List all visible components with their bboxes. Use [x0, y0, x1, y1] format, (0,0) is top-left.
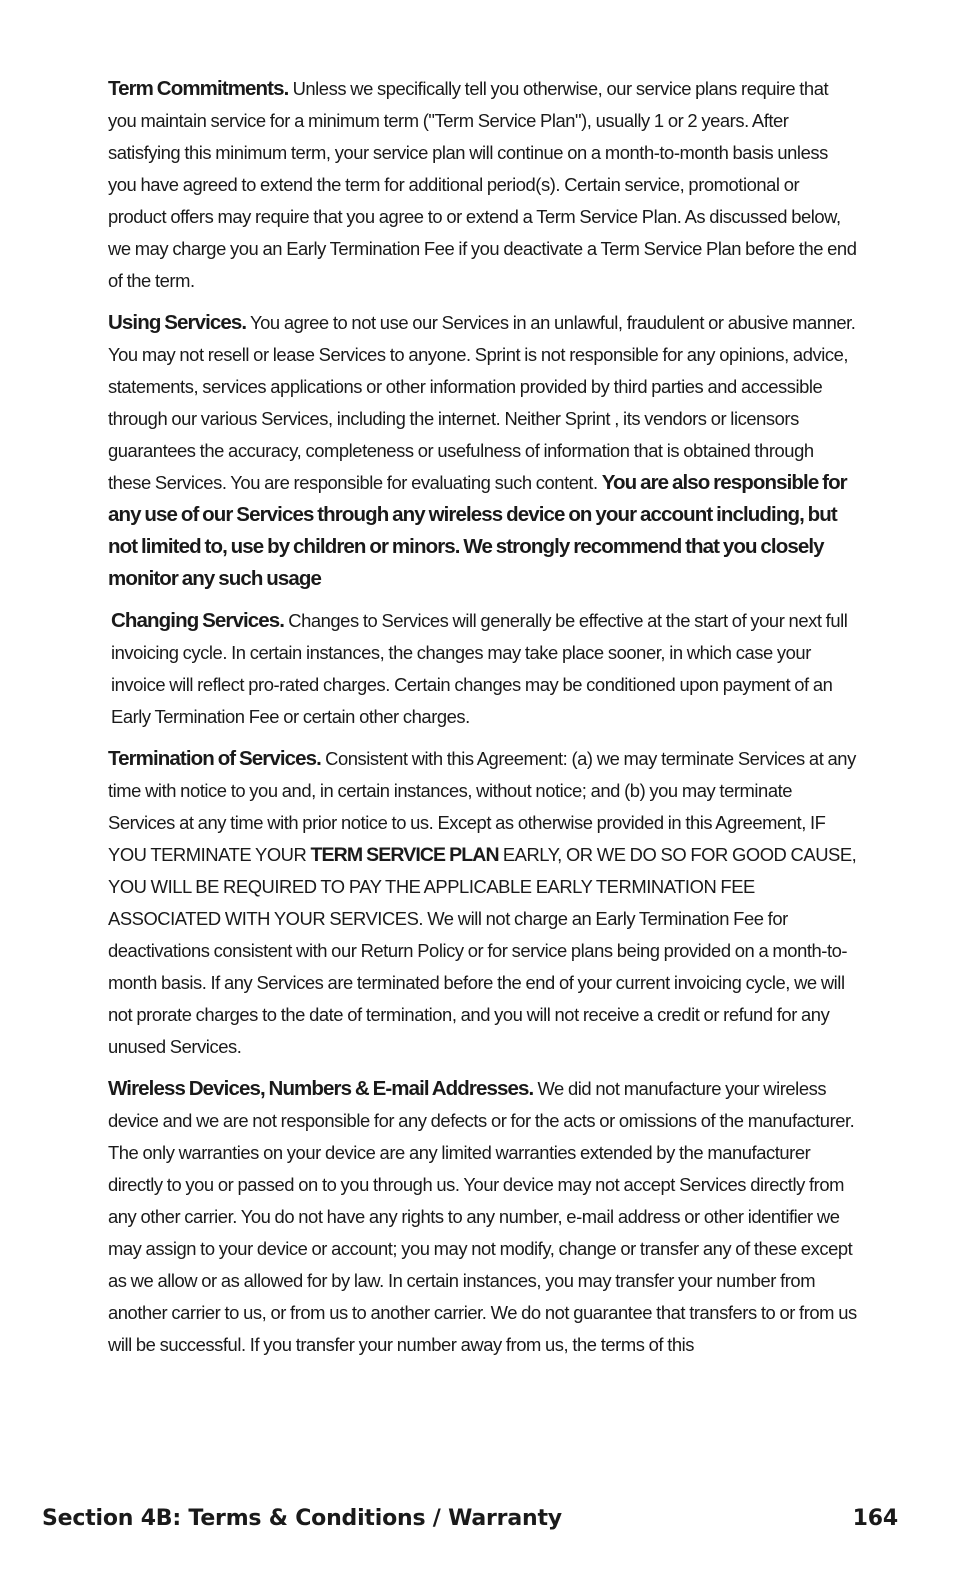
paragraph-changing-services [108, 605, 860, 733]
text-changing-services: Changes to Services will generally be effective at the start of your next full invoicing cycle. In certain instances, the changes may take place sooner, in which case your invoice will reflect pro-rated charges. Certain changes may be conditioned upon payment of an Early Termination Fee or certain other charges. [111, 610, 848, 727]
text-termination-before: Consistent with this Agreement: (a) we may terminate Services at any time with notice to you and, in certain instances, without notice; and (b) you may terminate Services at any time with prior notice to us. Except as otherwise provided in this Agreement, IF YOU TERMINATE YOUR [108, 748, 856, 865]
page-footer [42, 1502, 898, 1534]
paragraph-term-commitments [108, 73, 860, 297]
page-number: 164 [852, 1505, 898, 1531]
text-wireless-devices: We did not manufacture your wireless device and we are not responsible for any defects or for the acts or omissions of the manufacturer. The only warranties on your device are any limited warranties extended by the manufacturer directly to you or passed on to you through us. Your device may not accept Services directly from any other carrier. You do not have any rights to any number, e-mail address or other identifier we may assign to your device or account; you may not modify, change or transfer any of these except as we allow or as allowed for by law. In certain instances, you may transfer your number from another carrier to us, or from us to another carrier. We do not guarantee that transfers to or from us will be successful. If you transfer your number away from us, the terms of this [108, 1078, 857, 1355]
heading-changing-services: Changing Services. [111, 609, 285, 632]
text-term-commitments: Unless we specifically tell you otherwise, our service plans require that you maintain service for a minimum term ("Term Service Plan"), usually 1 or 2 years. After satisfying this minimum term, your service plan will continue on a month-to-month basis unless you have agreed to extend the term for additional period(s). Certain service, promotional or product offers may require that you agree to or extend a Term Service Plan. As discussed below, we may charge you an Early Termination Fee if you deactivate a Term Service Plan before the end of the term. [108, 78, 857, 291]
document-body [108, 73, 860, 1371]
text-termination-after: EARLY, OR WE DO SO FOR GOOD CAUSE, YOU WILL BE REQUIRED TO PAY THE APPLICABLE EARLY TERMINATION FEE ASSOCIATED WITH YOUR SERVICES. We will not charge an Early Termination Fee for deactivations consistent with our Return Policy or for service plans being provided on a month-to-month basis. If any Services are terminated before the end of your current invoicing cycle, we will not prorate charges to the date of termination, and you will not receive a credit or refund for any unused Services. [108, 844, 857, 1057]
heading-term-commitments: Term Commitments. [108, 77, 289, 100]
text-using-services: You agree to not use our Services in an unlawful, fraudulent or abusive manner. You may not resell or lease Services to anyone. Sprint is not responsible for any opinions, advice, statements, services applications or other information provided by third parties and accessible through our various Services, including the internet. Neither Sprint , its vendors or licensors guarantees the accuracy, completeness or usefulness of information that is obtained through these Services. You are responsible for evaluating such content. [108, 312, 856, 493]
emphasis-using-services: You are also responsible for any use of our Services through any wireless device on your account including, but not limited to, use by children or minors. We strongly recommend that you closely monitor any such usage [108, 471, 847, 590]
heading-wireless-devices: Wireless Devices, Numbers & E-mail Addresses. [108, 1077, 534, 1100]
heading-termination: Termination of Services. [108, 747, 321, 770]
paragraph-termination [108, 743, 860, 1063]
paragraph-wireless-devices [108, 1073, 860, 1361]
term-service-plan-bold: TERM SERVICE PLAN [310, 844, 499, 866]
heading-using-services: Using Services. [108, 311, 247, 334]
footer-section-title: Section 4B: Terms & Conditions / Warranty [42, 1505, 562, 1531]
paragraph-using-services [108, 307, 860, 595]
